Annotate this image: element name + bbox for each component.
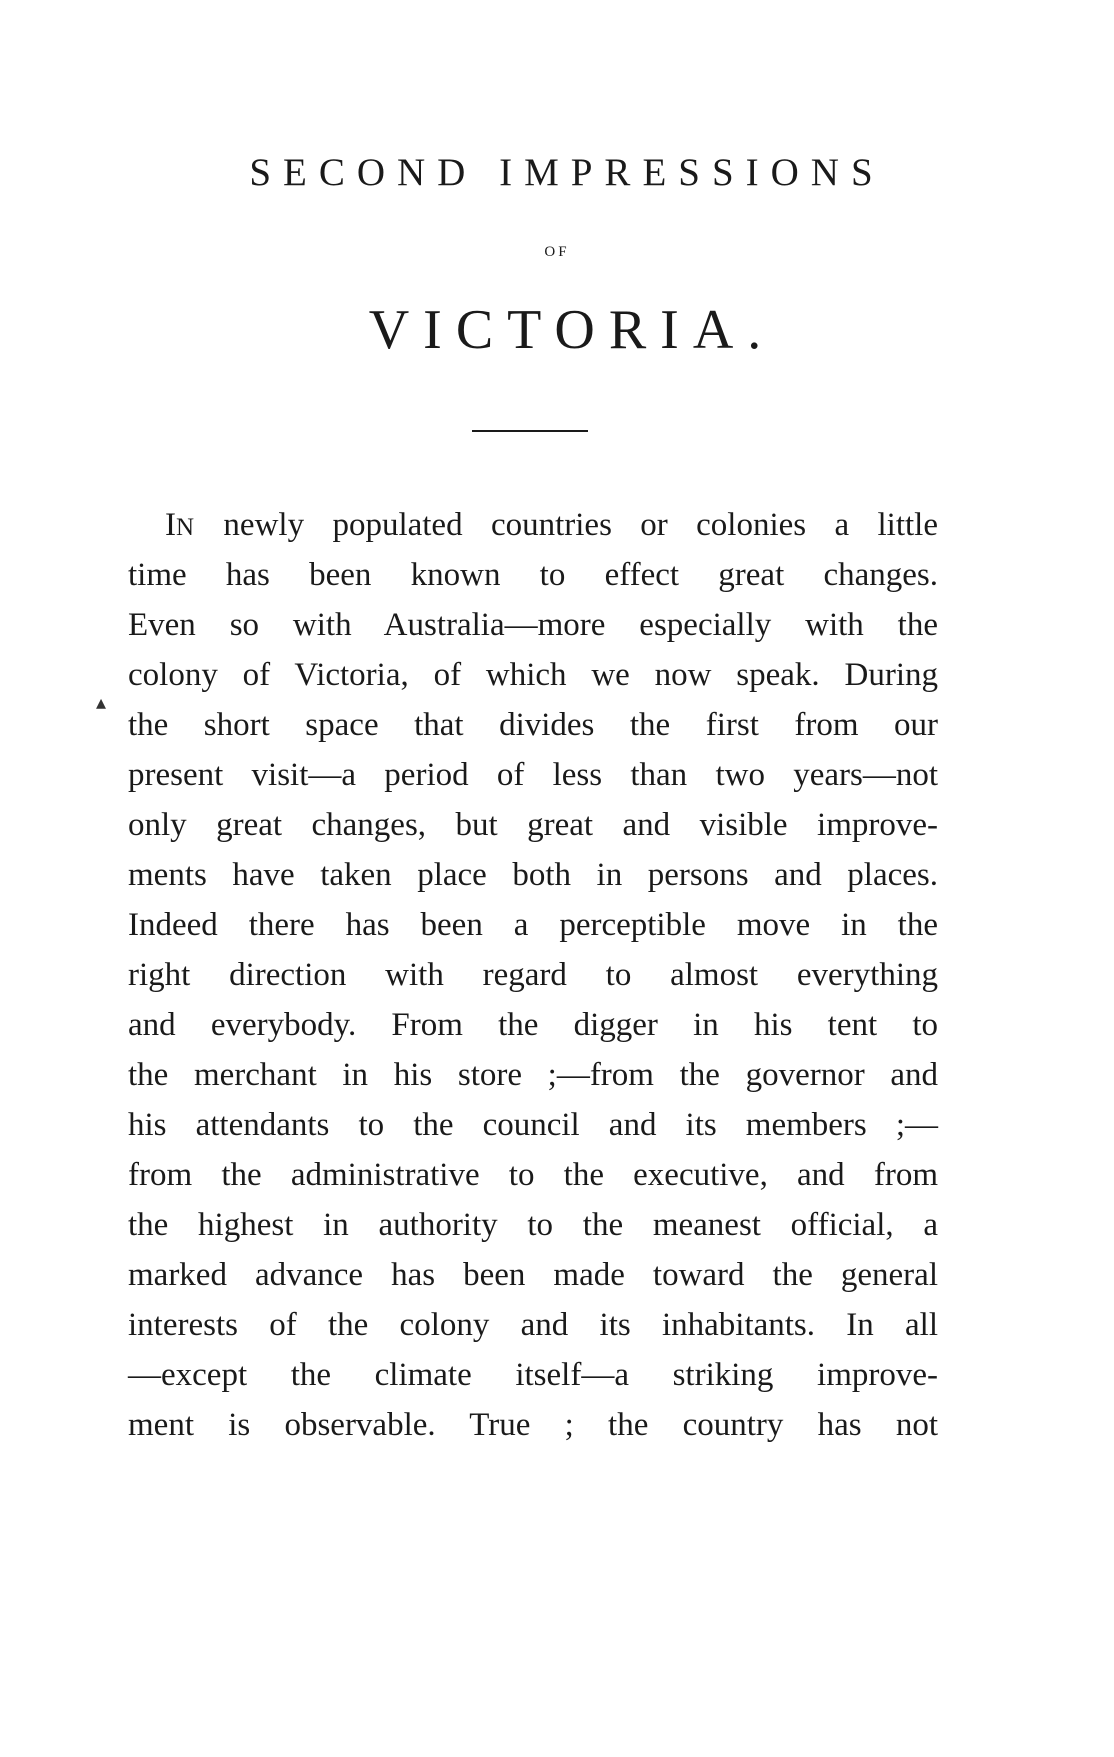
- text-line: ment is observable. True ; the country has not: [128, 1407, 938, 1443]
- title-line-2: VICTORIA.: [368, 299, 776, 361]
- text-line: Even so with Australia—more especially with the: [128, 607, 938, 643]
- text-line: ments have taken place both in persons and places.: [128, 857, 938, 893]
- title-of: OF: [544, 244, 570, 260]
- title-line-1: SECOND IMPRESSIONS: [249, 151, 885, 194]
- text-line: only great changes, but great and visible improve-: [128, 807, 938, 843]
- text-line: colony of Victoria, of which we now speak. During: [128, 657, 938, 693]
- text-line: from the administrative to the executive, and from: [128, 1157, 938, 1193]
- text-line: the merchant in his store ;—from the governor and: [128, 1057, 938, 1093]
- text-line: interests of the colony and its inhabitants. In all: [128, 1307, 938, 1343]
- text-line: the short space that divides the first from our: [128, 707, 938, 743]
- drop-word-cap: I: [165, 507, 176, 543]
- text-line: IN newly populated countries or colonies a little: [165, 507, 938, 543]
- title-rule: [472, 430, 588, 432]
- text-line: —except the climate itself—a striking improve-: [128, 1357, 938, 1393]
- text-line: present visit—a period of less than two years—not: [128, 757, 938, 793]
- text-line: marked advance has been made toward the general: [128, 1257, 938, 1293]
- text-line: time has been known to effect great changes.: [128, 557, 938, 593]
- marginal-mark: ▴: [96, 692, 107, 714]
- text-line: Indeed there has been a perceptible move in the: [128, 907, 938, 943]
- text-line: his attendants to the council and its members ;—: [128, 1107, 938, 1143]
- text-line: the highest in authority to the meanest official, a: [128, 1207, 938, 1243]
- drop-word-rest: N: [176, 514, 196, 541]
- body-paragraph: [128, 500, 938, 1450]
- text-line: and everybody. From the digger in his tent to: [128, 1007, 938, 1043]
- text-line: right direction with regard to almost everything: [128, 957, 938, 993]
